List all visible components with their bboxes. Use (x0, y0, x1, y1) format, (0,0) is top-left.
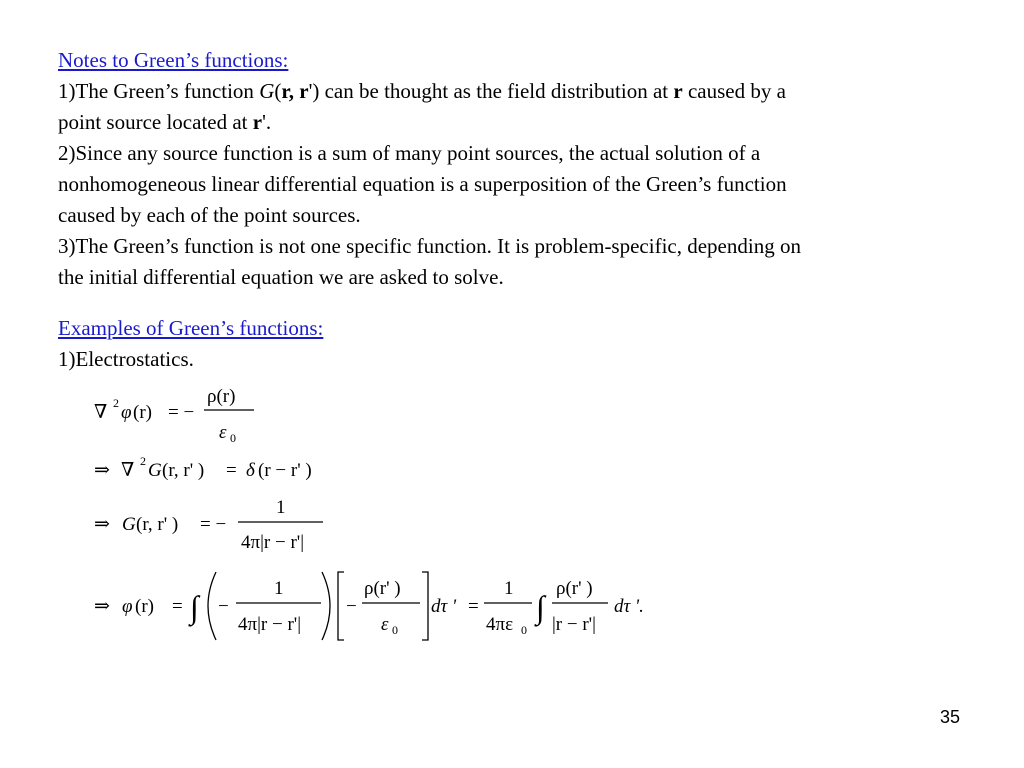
eq4-left-bracket (338, 572, 344, 640)
eq4-phi: φ (122, 596, 133, 617)
eq4-integral-2: ∫ (536, 589, 545, 625)
eq3-equals-minus: = − (200, 514, 227, 535)
equation-4 (94, 572, 644, 640)
eq4-equals-2: = (468, 596, 479, 617)
eq2-square: 2 (140, 454, 146, 468)
eq3-lhs-arg: (r, r' ) (136, 514, 179, 535)
page-number: 35 (939, 707, 960, 727)
eq3-G: G (122, 514, 136, 535)
note-1-G: G (259, 79, 275, 103)
eq4-frac3-denominator: 4πε (486, 614, 514, 635)
eq4-dtau: dτ ' (431, 596, 457, 617)
eq1-equals-minus: = − (168, 402, 195, 423)
eq4-left-paren (208, 572, 216, 640)
eq2-G: G (148, 460, 162, 481)
equation-3 (94, 497, 323, 553)
notes-heading[interactable]: Notes to Green’s functions: (58, 48, 289, 72)
note-1-line-2-text: point source located at (58, 110, 253, 134)
eq3-numerator: 1 (276, 497, 286, 518)
equation-1 (94, 386, 254, 445)
eq4-frac1-numerator: 1 (274, 578, 284, 599)
eq1-nabla: ∇ (94, 402, 108, 423)
example-1: 1)Electrostatics. (58, 347, 194, 371)
note-3-line-1: 3)The Green’s function is not one specific function. It is problem-specific, depending on (58, 234, 801, 258)
eq4-implies: ⇒ (94, 596, 110, 617)
note-2-line-3: caused by each of the point sources. (58, 203, 361, 227)
eq4-frac2-numerator: ρ(r' ) (364, 578, 401, 599)
eq1-epsilon-sub: 0 (230, 431, 236, 445)
eq4-integral: ∫ (190, 589, 199, 625)
eq3-implies: ⇒ (94, 514, 110, 535)
eq2-rhs-arg: (r − r' ) (258, 460, 312, 481)
eq4-equals: = (172, 596, 183, 617)
eq4-frac1-denominator: 4π|r − r'| (238, 614, 301, 635)
eq4-right-bracket (422, 572, 428, 640)
equation-2 (94, 454, 312, 481)
eq4-minus-1: − (218, 596, 229, 617)
eq4-frac2-epsilon: ε (381, 614, 389, 635)
eq4-frac4-numerator: ρ(r' ) (556, 578, 593, 599)
eq4-minus-2: − (346, 596, 357, 617)
eq2-nabla: ∇ (121, 460, 135, 481)
eq4-frac3-sub: 0 (521, 623, 527, 637)
eq1-lhs-arg: (r) (133, 402, 152, 423)
examples-heading[interactable]: Examples of Green’s functions: (58, 316, 324, 340)
eq4-lhs-arg: (r) (135, 596, 154, 617)
eq1-phi: φ (121, 402, 132, 423)
eq2-implies: ⇒ (94, 460, 110, 481)
eq1-square: 2 (113, 396, 119, 410)
note-2-line-1: 2)Since any source function is a sum of many point sources, the actual solution of a (58, 141, 761, 165)
note-1-r: r (673, 79, 683, 103)
eq1-epsilon: ε (219, 422, 227, 443)
eq4-dtau-end: dτ '. (614, 596, 644, 617)
eq2-delta: δ (246, 460, 255, 481)
eq4-right-paren (322, 572, 330, 640)
eq1-numerator: ρ(r) (207, 386, 236, 407)
note-3-line-2: the initial differential equation we are asked to solve. (58, 265, 504, 289)
eq4-frac3-numerator: 1 (504, 578, 514, 599)
eq3-denominator: 4π|r − r'| (241, 532, 304, 553)
note-1-args: r, r (281, 79, 309, 103)
note-1-open: ( (274, 79, 282, 103)
note-2-line-2: nonhomogeneous linear differential equation is a superposition of the Green’s function (58, 172, 787, 196)
note-1-text-a: 1)The Green’s function (58, 79, 260, 103)
note-1-line-2-r: r (252, 110, 263, 134)
note-1-text-c: caused by a (682, 79, 786, 103)
eq4-frac4-denominator: |r − r'| (552, 614, 596, 635)
note-1-line-2-end: '. (262, 110, 272, 134)
eq4-frac2-epsilon-sub: 0 (392, 623, 398, 637)
eq2-equals: = (226, 460, 237, 481)
note-1-text-b: ') can be thought as the field distribution at (308, 79, 674, 103)
eq2-lhs-arg: (r, r' ) (162, 460, 205, 481)
